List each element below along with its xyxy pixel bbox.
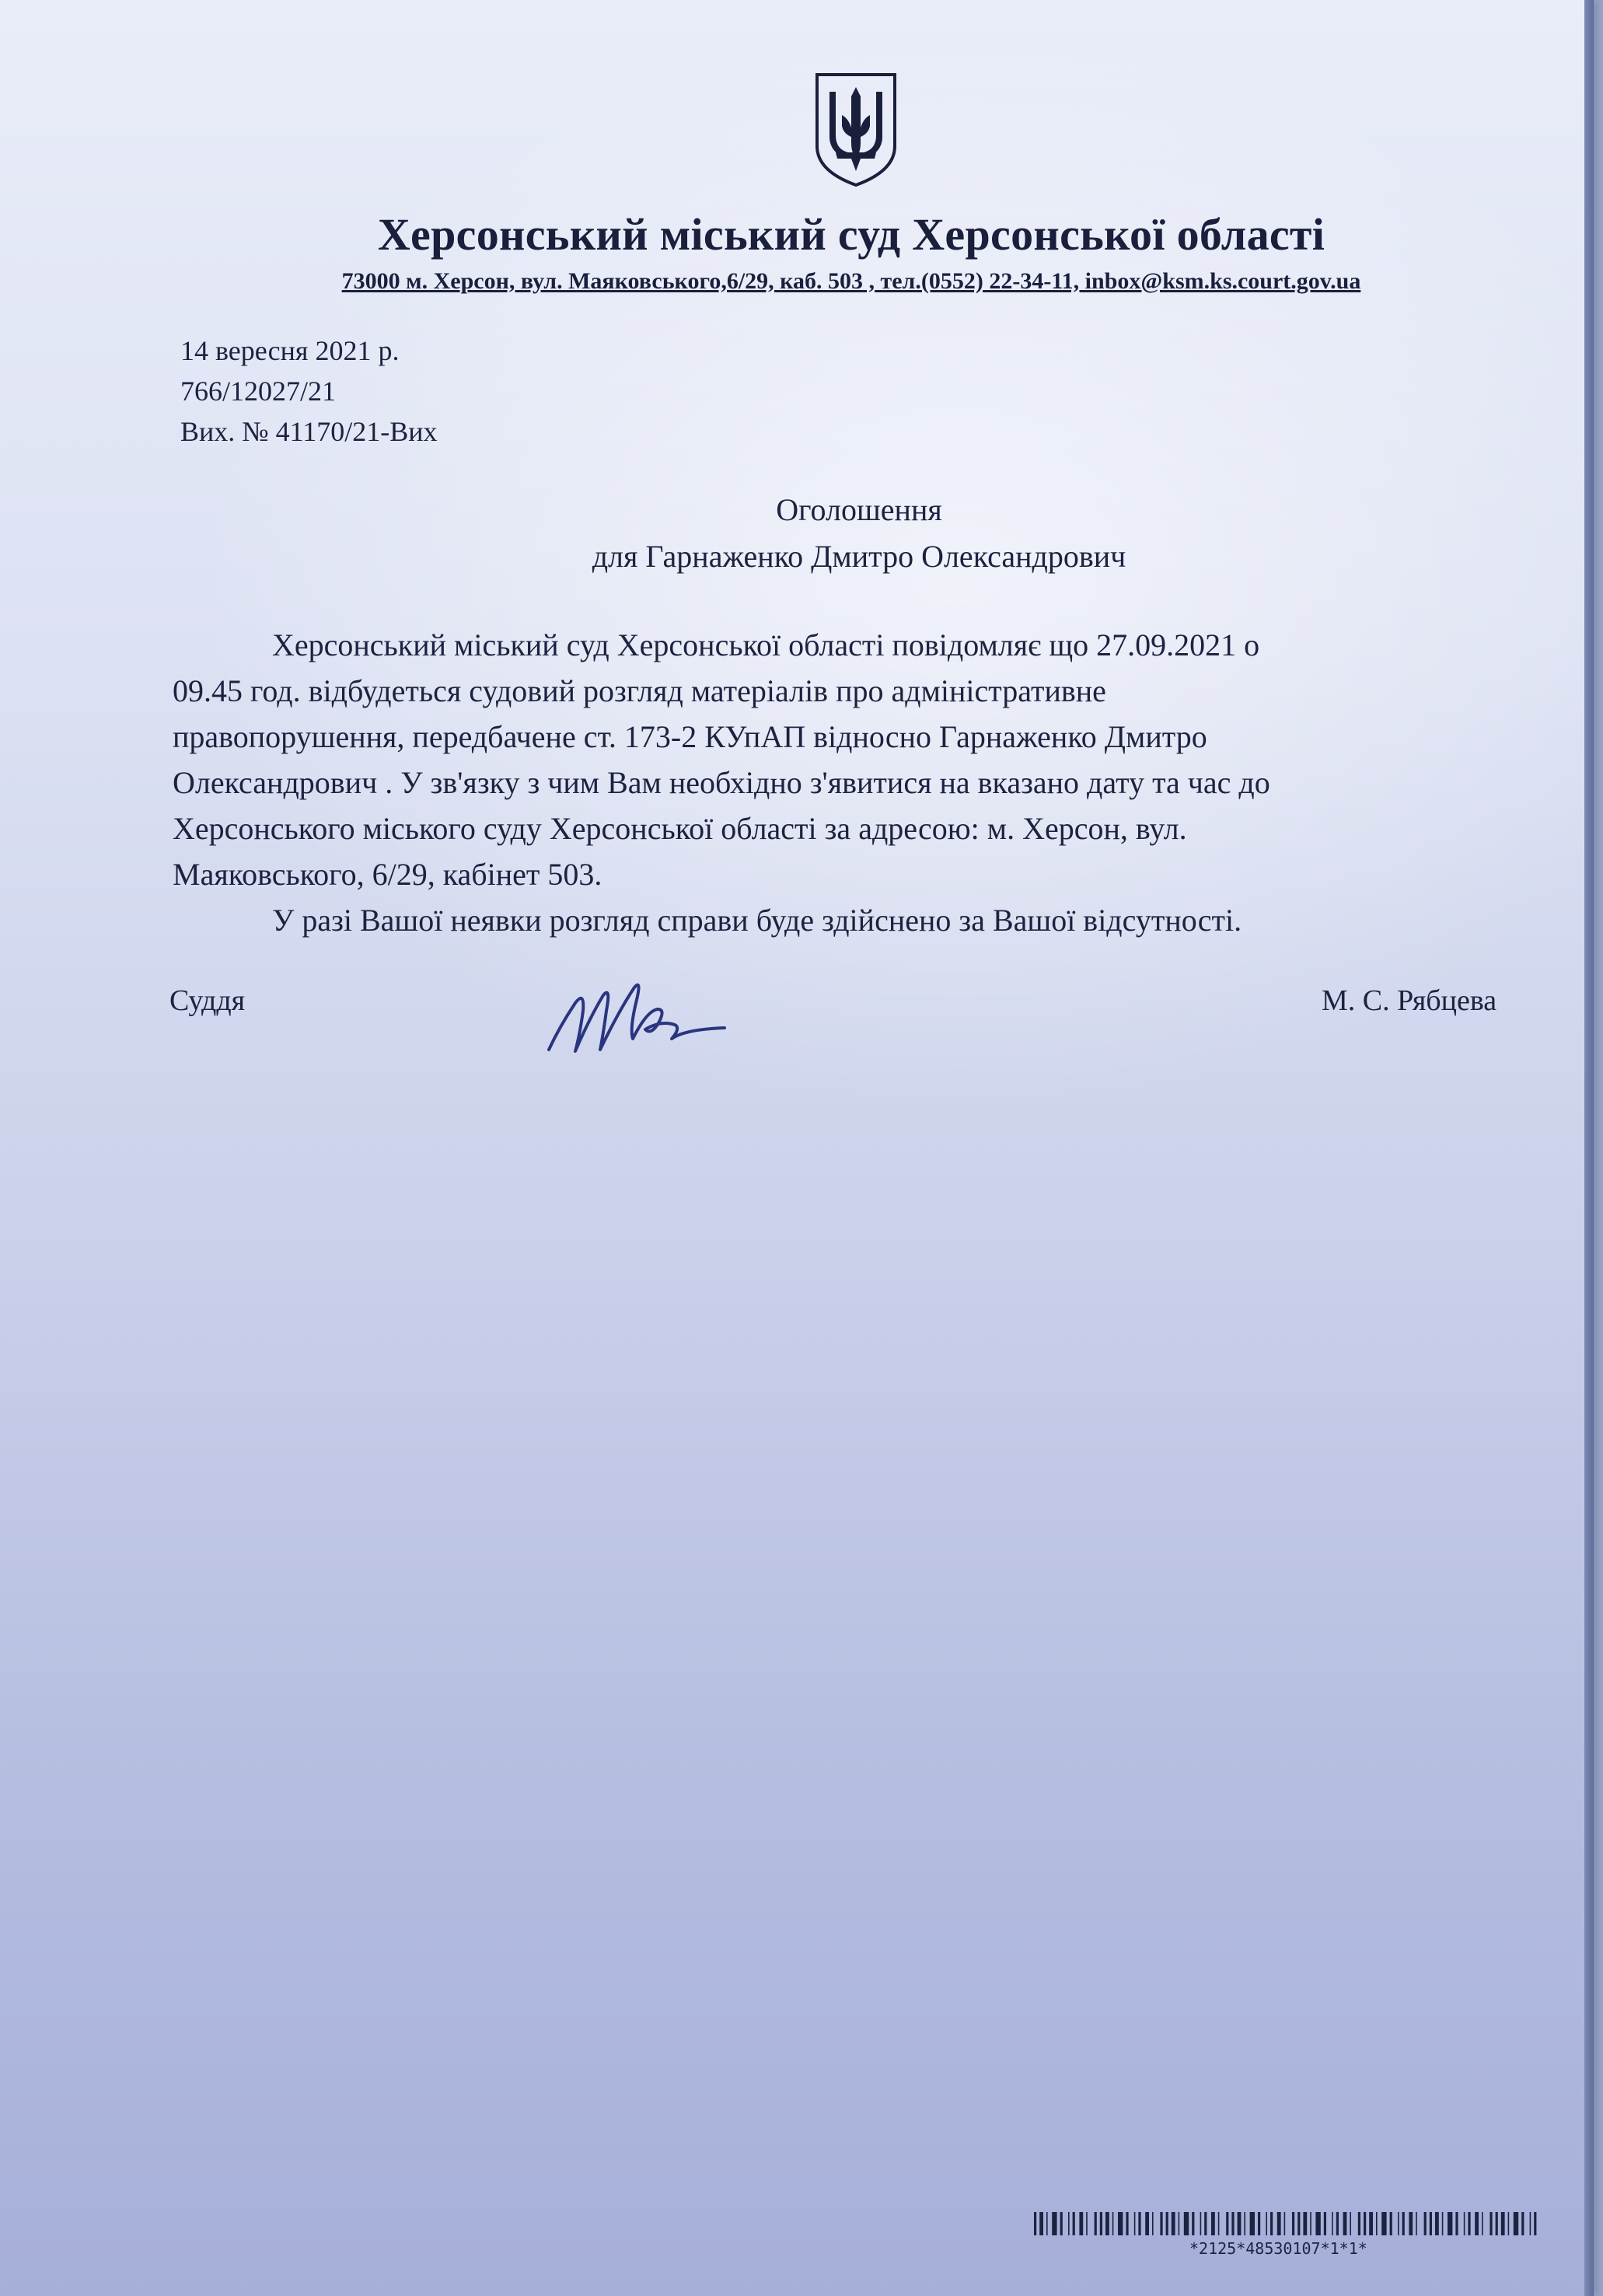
closing-line: У разі Вашої неявки розгляд справи буде здійснено за Вашої відсутності.	[272, 903, 1242, 938]
body-line: Херсонського міського суду Херсонської області за адресою: м. Херсон, вул.	[173, 811, 1187, 846]
notice-body	[173, 622, 1525, 943]
body-line: Маяковського, 6/29, кабінет 503.	[173, 857, 602, 892]
document-meta	[180, 330, 438, 452]
barcode-icon	[1034, 2212, 1539, 2235]
document-date: 14 вересня 2021 р.	[180, 335, 400, 366]
barcode-text: *2125*48530107*1*1*	[1189, 2239, 1367, 2258]
notice-title: Оголошення	[776, 492, 942, 527]
body-line: 09.45 год. відбудеться судовий розгляд матеріалів про адміністративне	[173, 673, 1106, 708]
notice-addressee: для Гарнаженко Дмитро Олександрович	[592, 539, 1126, 574]
body-line: правопорушення, передбачене ст. 173-2 КУпАП відносно Гарнаженко Дмитро	[173, 719, 1207, 754]
signer-role: Суддя	[169, 984, 246, 1017]
court-name: Херсонський міський суд Херсонської області	[377, 209, 1325, 260]
handwritten-signature-icon	[544, 964, 731, 1065]
body-line: Херсонський міський суд Херсонської області повідомляє що 27.09.2021 о	[272, 627, 1260, 662]
court-address: 73000 м. Херсон, вул. Маяковського,6/29, каб. 503 , тел.(0552) 22-34-11, inbox@ksm.ks.court.gov.ua	[341, 268, 1361, 294]
body-line: Олександрович . У зв'язку з чим Вам необхідно з'явитися на вказано дату та час до	[173, 765, 1270, 800]
tryzub-coat-of-arms-icon	[812, 72, 899, 188]
outgoing-number: Вих. № 41170/21-Вих	[180, 416, 438, 447]
case-number: 766/12027/21	[180, 376, 337, 407]
paper-edge	[1584, 0, 1594, 2296]
judge-name: М. С. Рябцева	[1322, 984, 1497, 1017]
